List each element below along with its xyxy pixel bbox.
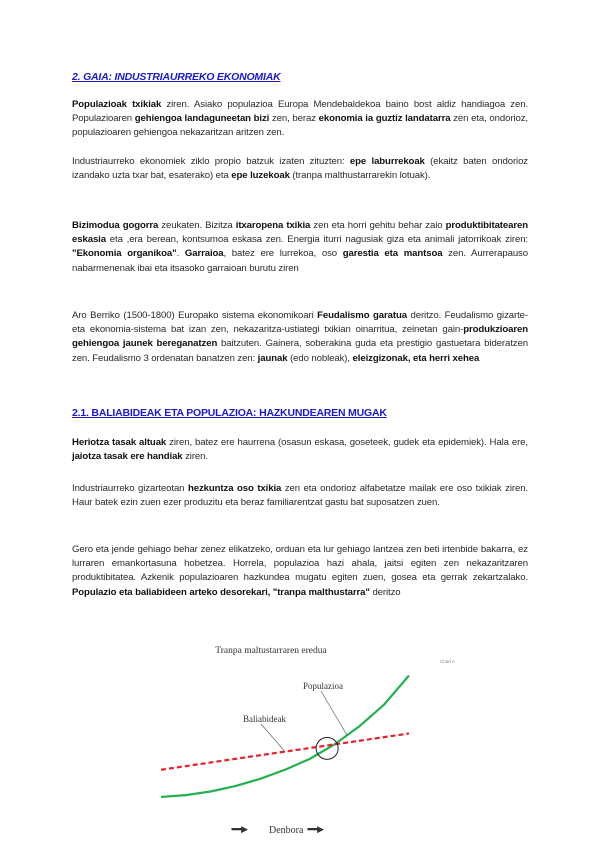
text-run: Gero eta jende gehiago behar zenez elikatzeko, orduan eta lur gehiago lantzea zen beti irtenbide bakarra, ez lurraren emankortasuna hobetzea. Horrela, populazioa hazi ahala, jaitsi egiten zen nekazaritzaren produktibitatea. Azkenik populazioaren hazkundea mugatu egiten zuen, gosea eta gerrak zekartzalako. <box>72 544 528 584</box>
text-run: Industriaurreko gizarteotan <box>72 483 188 494</box>
heading-section-2-1: 2.1. BALIABIDEAK ETA POPULAZIOA: HAZKUNDEAREN MUGAK <box>72 407 387 419</box>
text-run: zen eta ondorioz alfabetatze mailak ere oso txikiak ziren. Haur batek ezin zuen ezer produzitu eta beraz familiarentzat gastu bat suposatzen zuen. <box>72 483 528 509</box>
text-run: zeukaten. Bizitza <box>158 220 236 231</box>
text-run: deritzo <box>369 586 401 598</box>
chart-side-label: Chart A <box>439 659 455 664</box>
text-run: (ekaitz baten ondorioz izandako uzta txar bat, esaterako) eta <box>72 156 528 182</box>
bold-text-run: epe laburrekoak <box>349 156 425 167</box>
bold-text-run: Bizimodua gogorra <box>72 220 159 231</box>
bold-text-run: gehiengoa landaguneetan bizi <box>134 113 270 125</box>
text-run: deritzo. Feudalismo gizarte- eta ekonomia-sistema bat izan zen, nekazaritza-ustiategi txikian oinarritua, zeinetan gain- <box>72 310 528 336</box>
text-run: Aro Berriko (1500-1800) Europako sistema ekonomikoari <box>72 310 318 321</box>
paragraph-feudalismoa <box>72 309 528 366</box>
bold-text-run: itxaropena txikia <box>235 220 311 231</box>
text-run: Industriaurreko ekonomiek ziklo propio batzuk izaten zituzten: <box>72 156 350 167</box>
malthusian-trap-figure <box>143 636 463 842</box>
malthusian-chart <box>143 636 463 842</box>
bold-text-run: produkzioaren gehiengoa jaunek bereganatzen <box>72 324 528 350</box>
text-run: ziren. <box>182 451 208 463</box>
text-run: zen. Aurrerapauso nabarmenenak ibai eta itsasoko garraioan burutu ziren <box>72 248 528 274</box>
bold-text-run: Feudalismo garatua <box>317 310 407 321</box>
text-run: zen, beraz <box>269 113 319 125</box>
heading-chapter-2: 2. GAIA: INDUSTRIAURREKO EKONOMIAK <box>72 71 281 83</box>
paragraph-tranpa <box>72 543 528 600</box>
paragraph-heriotza <box>72 436 528 464</box>
bold-text-run: ekonomia ia guztiz landatarra <box>318 113 451 125</box>
population-label-pointer <box>321 691 347 735</box>
bold-text-run: Populazio eta baliabideen arteko desorekari, "tranpa malthustarra" <box>72 586 370 598</box>
text-run: zen eta horri gehitu behar zaio <box>310 220 446 231</box>
population-line <box>161 676 409 797</box>
resources-label-pointer <box>261 724 285 752</box>
population-label: Populazioa <box>303 681 343 691</box>
text-run: baitzuten. Gainera, soberakina guda eta prestigio gastuetara bideratzen zen. Feudalismo 3 ordenatan banatzen zen: <box>72 338 528 364</box>
paragraph-populazioak <box>72 98 528 141</box>
bold-text-run: eleizgizonak, eta herri xehea <box>352 352 480 364</box>
text-run: ziren, batez ere haurrena (osasun eskasa, goseteek, gudek eta epidemiek). Hala ere, <box>166 437 528 448</box>
x-axis-arrow-right: ▪▪▪▪▪▪▶ <box>307 824 323 834</box>
x-axis-label: Denbora <box>269 825 304 836</box>
text-run: (edo nobleak), <box>287 352 353 364</box>
text-run: . <box>176 248 185 260</box>
paragraph-hezkuntza <box>72 482 528 510</box>
bold-text-run: produktibitatearen eskasia <box>72 220 528 246</box>
text-run: eta ,era berean, kontsumoa eskasa zen. Energia iturri nagusiak giza eta animali jatorrikoak ziren: <box>105 234 528 246</box>
text-run: ziren. Asiako populazioa Europa Mendebaldekoa baino bost aldiz handiagoa zen. Populazioaren <box>72 99 529 125</box>
bold-text-run: garestia eta mantsoa <box>342 248 443 260</box>
resources-label: Baliabideak <box>243 714 286 724</box>
bold-text-run: "Ekonomia organikoa" <box>72 248 177 260</box>
text-run: , batez ere lurrekoa, oso <box>223 248 343 260</box>
bold-text-run: Garraioa <box>184 248 224 260</box>
text-run: (tranpa malthustarrarekin lotuak). <box>289 170 431 182</box>
bold-text-run: hezkuntza oso txikia <box>187 483 282 494</box>
bold-text-run: jaiotza tasak ere handiak <box>72 451 183 463</box>
bold-text-run: epe luzekoak <box>231 170 290 182</box>
x-axis-arrow-left: ▪▪▪▪▪▪▶ <box>231 824 247 834</box>
bold-text-run: jaunak <box>257 352 288 364</box>
chart-title: Tranpa maltustarraren eredua <box>215 646 327 656</box>
text-run: zen eta, ondorioz, populazioaren gehiengoa nekazaritzan aritzen zen. <box>72 113 528 139</box>
bold-text-run: Heriotza tasak altuak <box>72 437 167 448</box>
paragraph-zikloak <box>72 155 528 183</box>
paragraph-bizimodua <box>72 219 528 276</box>
bold-text-run: Populazioak txikiak <box>72 99 162 110</box>
